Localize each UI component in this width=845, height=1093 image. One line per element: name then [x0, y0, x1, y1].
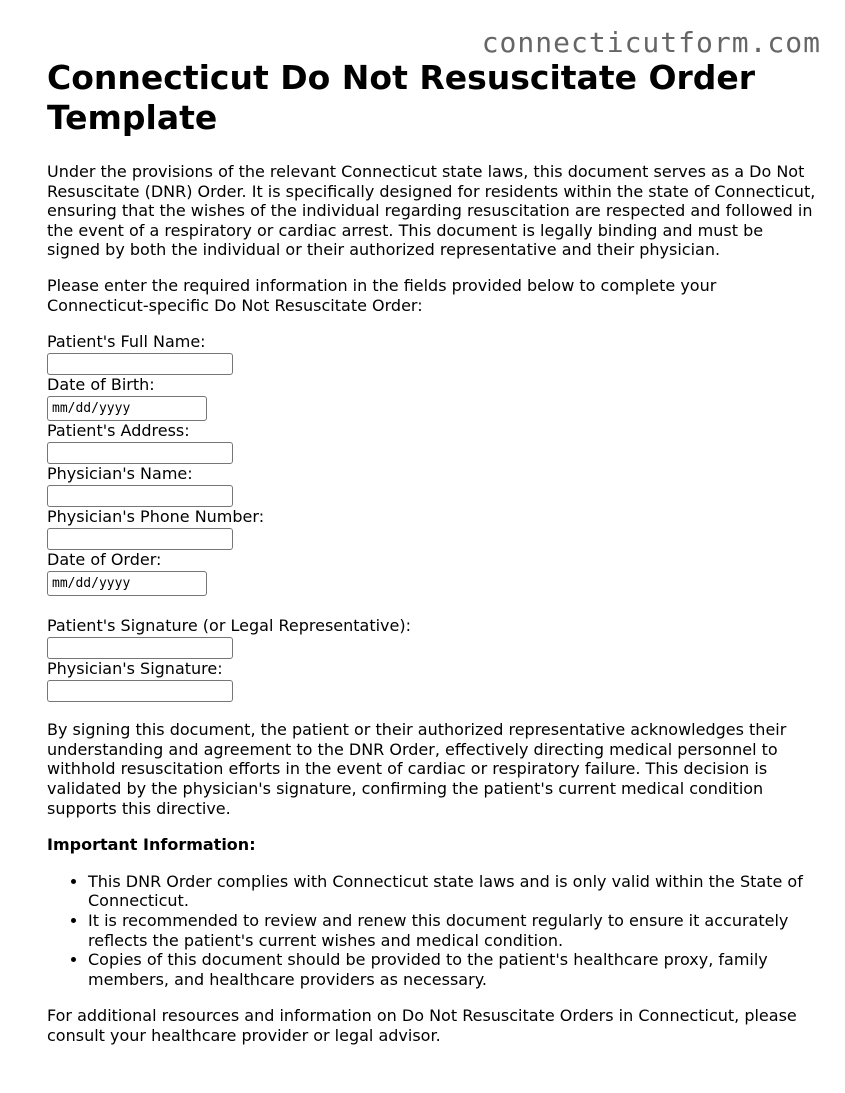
list-item: • Copies of this document should be provided to the patient's healthcare proxy, family members, and healthcare providers as necessary. — [88, 950, 817, 989]
physician-phone-input[interactable] — [47, 528, 233, 550]
list-item: • It is recommended to review and renew this document regularly to ensure it accurately reflects the patient's current wishes and medical condition. — [88, 911, 817, 950]
dob-label: Date of Birth: — [47, 375, 155, 395]
important-heading: Important Information: — [47, 835, 256, 855]
important-list — [47, 872, 817, 990]
closing-paragraph: For additional resources and information on Do Not Resuscitate Orders in Connecticut, please consult your healthcare provider or legal advisor. — [47, 1006, 797, 1045]
acknowledgment-paragraph: By signing this document, the patient or their authorized representative acknowledges their understanding and agreement to the DNR Order, effectively directing medical personnel to withhold resuscitation efforts in the event of cardiac or respiratory failure. This decision is validated by the physician's signature, confirming the patient's current medical condition supports this directive. — [47, 720, 787, 818]
page-title: Connecticut Do Not Resuscitate Order Template — [47, 58, 756, 137]
physician-signature-label: Physician's Signature: — [47, 659, 223, 679]
patient-name-input[interactable] — [47, 353, 233, 375]
patient-signature-input[interactable] — [47, 637, 233, 659]
patient-address-input[interactable] — [47, 442, 233, 464]
dob-date-input[interactable]: mm/dd/yyyy — [47, 396, 207, 421]
patient-address-label: Patient's Address: — [47, 421, 190, 441]
list-item: • This DNR Order complies with Connecticut state laws and is only valid within the State of Connecticut. — [88, 872, 817, 911]
document-body — [47, 58, 817, 1045]
order-date-label: Date of Order: — [47, 550, 162, 570]
physician-signature-input[interactable] — [47, 680, 233, 702]
signature-spacer — [47, 596, 817, 616]
physician-name-input[interactable] — [47, 485, 233, 507]
physician-phone-label: Physician's Phone Number: — [47, 507, 265, 527]
physician-name-label: Physician's Name: — [47, 464, 193, 484]
order-date-input[interactable]: mm/dd/yyyy — [47, 571, 207, 596]
intro-paragraph: Under the provisions of the relevant Connecticut state laws, this document serves as a Do Not Resuscitate (DNR) Order. It is specifically designed for residents within the state of Connecticut, ensuring that the wishes of the individual regarding resuscitation are respected and followed in the event of a respiratory or cardiac arrest. This document is legally binding and must be signed by both the individual or their authorized representative and their physician. — [47, 162, 816, 260]
patient-signature-label: Patient's Signature (or Legal Representative): — [47, 616, 411, 636]
form-fields — [47, 332, 817, 702]
instructions-paragraph: Please enter the required information in the fields provided below to complete your Connecticut-specific Do Not Resuscitate Order: — [47, 275, 717, 315]
patient-name-label: Patient's Full Name: — [47, 332, 206, 352]
watermark: connecticutform.com — [481, 26, 821, 59]
